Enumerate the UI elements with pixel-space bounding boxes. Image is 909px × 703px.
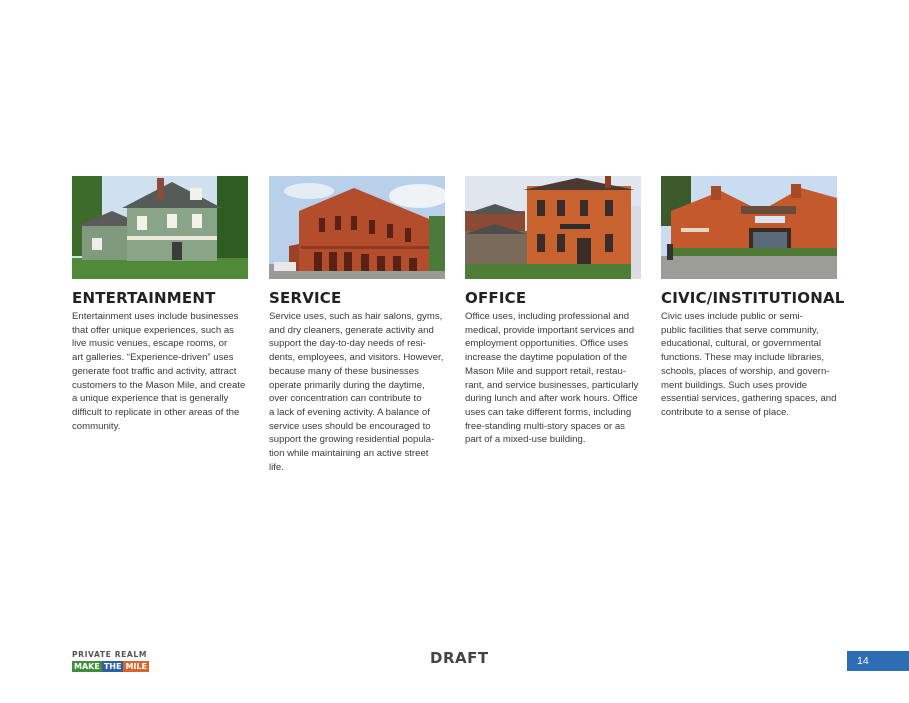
column-office — [465, 176, 641, 447]
column-service — [269, 176, 445, 474]
column-entertainment — [72, 176, 248, 433]
section-label: PRIVATE REALM — [72, 650, 148, 659]
office-description: Office uses, including professional and medical, provide important services and employment opportunities. Office uses increase the daytime population of the Mason Mile and support retail, restau- rant, and service businesses, particularly during lunch and after work hours. Office uses can take different forms, including free-standing multi-story spaces or as part of a mixed-use building. — [465, 311, 639, 446]
entertainment-description: Entertainment uses include businesses that offer unique experiences, such as live music venues, escape rooms, or art galleries. “Experience-driven” uses generate foot traffic and activity, attract customers to the Mason Mile, and create a unique experience that is generally difficult to replicate in other areas of the community. — [72, 311, 246, 432]
entertainment-heading: ENTERTAINMENT — [72, 289, 216, 307]
footer-branding — [72, 650, 149, 672]
service-heading: SERVICE — [269, 289, 342, 307]
office-photo — [465, 176, 641, 279]
logo-part-the: THE — [103, 662, 122, 671]
logo-part-mile: MILE — [125, 662, 147, 671]
logo-part-make: MAKE — [74, 662, 100, 671]
page-number: 14 — [847, 651, 909, 671]
service-description: Service uses, such as hair salons, gyms, and dry cleaners, generate activity and support the day-to-day needs of resi- dents, employees, and visitors. However, because many of these businesses operate primarily during the daytime, over concentration can contribute to a lack of evening activity. A balance of service uses should be encouraged to support the growing residential popula- tion while maintaining an active street life. — [269, 311, 444, 473]
civic-heading: CIVIC/INSTITUTIONAL — [661, 289, 845, 307]
office-heading: OFFICE — [465, 289, 527, 307]
civic-description: Civic uses include public or semi- public facilities that serve community, educational, cultural, or governmental functions. These may include libraries, schools, places of worship, and govern- ment buildings. Such uses provide essential services, gathering spaces, and contribute to a sense of place. — [661, 311, 837, 418]
service-photo — [269, 176, 445, 279]
civic-photo — [661, 176, 837, 279]
column-civic-institutional — [661, 176, 845, 420]
entertainment-photo — [72, 176, 248, 279]
draft-label: DRAFT — [430, 649, 489, 667]
make-the-mile-logo — [72, 661, 149, 672]
